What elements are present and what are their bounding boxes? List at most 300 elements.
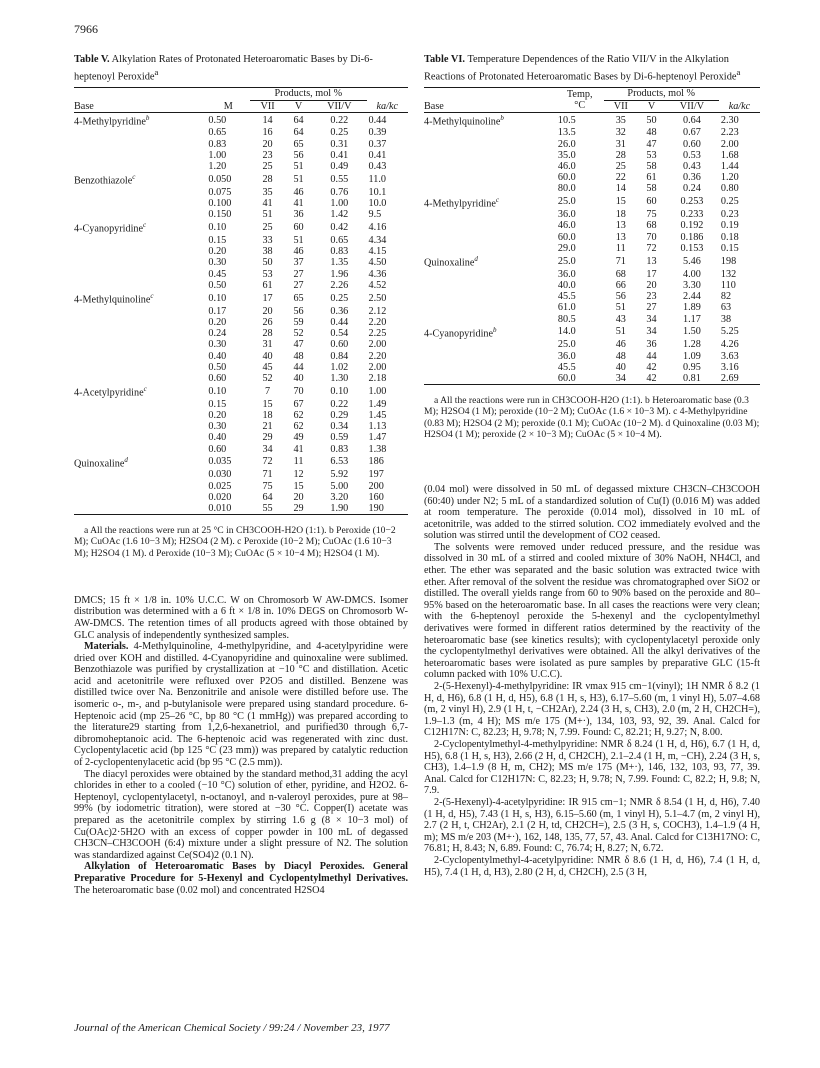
table-row (74, 291, 408, 306)
cell-ratio (665, 351, 719, 362)
table-row (424, 373, 760, 385)
cell-base-text: Quinoxaline (74, 458, 125, 470)
cell-v (285, 362, 312, 373)
table-row (74, 187, 408, 198)
cell-base (424, 302, 556, 313)
table-row (74, 373, 408, 384)
footnote-marker: c (150, 292, 154, 301)
cell-vii (250, 198, 285, 209)
cell-m (206, 328, 250, 339)
cell-m-text: 0.17 (208, 305, 227, 317)
cell-k (367, 339, 408, 350)
cell-m (206, 161, 250, 172)
cell-t-text: 46.0 (557, 220, 576, 232)
cell-k-text: 63 (720, 302, 732, 314)
cell-vii (250, 306, 285, 317)
table-row (74, 339, 408, 350)
cell-v-text: 49 (293, 432, 304, 444)
cell-vii-text: 7 (265, 385, 271, 397)
cell-vii-text: 52 (262, 372, 273, 384)
cell-ratio-text: 0.81 (683, 372, 701, 384)
cell-v (638, 362, 665, 373)
cell-ratio-text: 1.02 (330, 361, 349, 373)
cell-vii (604, 150, 638, 161)
cell-vii (604, 280, 638, 291)
cell-base (74, 139, 206, 150)
table-row (74, 399, 408, 410)
cell-ratio-text: 5.46 (683, 255, 701, 267)
cell-k (719, 183, 760, 194)
cell-v-text: 36 (293, 209, 304, 221)
table6-label: Table VI. (424, 54, 466, 65)
cell-ratio (312, 257, 366, 268)
cell-ratio (312, 432, 366, 443)
table-row (74, 112, 408, 127)
cell-vii (604, 195, 638, 210)
cell-ratio (665, 243, 719, 254)
cell-v (638, 209, 665, 220)
cell-vii (250, 339, 285, 350)
cell-v (638, 291, 665, 302)
cell-base (74, 503, 206, 515)
cell-v-text: 42 (646, 372, 657, 384)
cell-vii (250, 291, 285, 306)
cell-vii (250, 421, 285, 432)
cell-vii-text: 25 (262, 161, 273, 173)
cell-vii (250, 481, 285, 492)
cell-ratio-text: 3.30 (683, 279, 701, 291)
cell-vii (604, 325, 638, 340)
cell-vii-text: 35 (615, 114, 626, 126)
cell-base (424, 172, 556, 183)
cell-t (556, 302, 604, 313)
cell-t-text: 80.0 (557, 183, 576, 195)
cell-m-text: 1.00 (208, 149, 227, 161)
cell-v-text: 44 (646, 350, 657, 362)
cell-vii (604, 362, 638, 373)
cell-v-text: 20 (293, 491, 304, 503)
table-row (74, 384, 408, 399)
cell-ratio-text: 1.50 (683, 326, 701, 338)
cell-k (367, 351, 408, 362)
cell-m (206, 269, 250, 280)
table-row (74, 280, 408, 291)
cell-base (74, 246, 206, 257)
cell-vii-text: 15 (262, 398, 273, 410)
cell-k (367, 112, 408, 127)
cell-k (367, 172, 408, 187)
cell-v-text: 70 (646, 231, 657, 243)
cell-ratio-text: 0.10 (330, 385, 349, 397)
table-row (74, 421, 408, 432)
cell-vii-text: 53 (262, 268, 273, 280)
cell-vii-text: 26 (262, 316, 273, 328)
cell-ratio (665, 339, 719, 350)
section-heading-alkylation: Alkylation of Heteroaromatic Bases by Diacyl Peroxides. General Preparative Procedure for 5-Hexenyl and Cyclopentylmethyl Derivatives. (74, 861, 408, 884)
cell-k-text: 1.44 (720, 161, 739, 173)
cell-ratio-text: 4.00 (683, 268, 701, 280)
cell-v (285, 351, 312, 362)
cell-ratio-text: 0.42 (330, 222, 349, 234)
cell-vii-text: 14 (262, 114, 273, 126)
cell-ratio-text: 1.09 (683, 350, 701, 362)
cell-t (556, 280, 604, 291)
footnote-marker: b (145, 113, 150, 122)
cell-v-text: 47 (646, 138, 657, 150)
cell-base (74, 384, 206, 399)
cell-v (285, 339, 312, 350)
cell-ratio (665, 232, 719, 243)
cell-ratio-text: 2.26 (330, 279, 349, 291)
table5-header-ratio: VII/V (312, 100, 366, 112)
cell-t (556, 232, 604, 243)
cell-ratio-text: 0.44 (330, 316, 349, 328)
table-row (424, 280, 760, 291)
cell-k-text: 9.5 (368, 209, 382, 221)
cell-k (367, 246, 408, 257)
table-row (424, 339, 760, 350)
cell-v (638, 112, 665, 127)
table5-header-vii: VII (250, 100, 285, 112)
cell-t-text: 61.0 (557, 302, 576, 314)
cell-t (556, 373, 604, 385)
cell-ratio-text: 1.30 (330, 372, 349, 384)
cell-v-text: 52 (293, 328, 304, 340)
cell-vii-text: 16 (262, 127, 273, 139)
cell-base (74, 220, 206, 235)
cell-ratio (312, 246, 366, 257)
cell-ratio (665, 302, 719, 313)
cell-ratio (312, 198, 366, 209)
cell-v (638, 269, 665, 280)
cell-k (367, 220, 408, 235)
cell-k (719, 195, 760, 210)
cell-v-text: 50 (646, 114, 657, 126)
cell-v (285, 444, 312, 455)
cell-v (285, 269, 312, 280)
cell-t (556, 172, 604, 183)
cell-ratio (665, 172, 719, 183)
cell-t-text: 80.5 (557, 313, 576, 325)
cell-base (74, 328, 206, 339)
cell-vii (604, 232, 638, 243)
cell-v-text: 70 (293, 385, 304, 397)
table-row (74, 410, 408, 421)
cell-k-text: 2.69 (720, 372, 739, 384)
cell-v-text: 34 (646, 326, 657, 338)
cell-ratio (665, 183, 719, 194)
cell-ratio (312, 351, 366, 362)
cell-t-text: 14.0 (557, 326, 576, 338)
cell-v (638, 220, 665, 231)
cell-base (74, 187, 206, 198)
table5 (74, 87, 408, 515)
cell-k-text: 0.37 (368, 138, 387, 150)
cell-k-text: 1.45 (368, 409, 387, 421)
cell-m (206, 492, 250, 503)
cell-m (206, 139, 250, 150)
cell-t-text: 35.0 (557, 149, 576, 161)
cell-v (285, 421, 312, 432)
cell-v (638, 351, 665, 362)
cell-ratio (312, 481, 366, 492)
cell-base (424, 339, 556, 350)
cell-ratio-text: 0.76 (330, 186, 349, 198)
cell-ratio-text: 1.42 (330, 209, 349, 221)
cell-k (367, 384, 408, 399)
cell-m-text: 0.24 (208, 328, 227, 340)
cell-ratio-text: 0.192 (680, 220, 704, 232)
cell-m-text: 0.20 (208, 409, 227, 421)
cell-m (206, 317, 250, 328)
cell-ratio-text: 0.83 (330, 246, 349, 258)
cell-k-text: 190 (368, 502, 384, 514)
cell-v-text: 41 (293, 443, 304, 455)
table6-footnote: a All the reactions were run in CH3COOH-H2O (1:1). b Heteroaromatic base (0.3 M); H2SO4 (1 M); peroxide (10−2 M); CuOAc (1.6 × 10−3 M). c 4-Methylpyridine (0.83 M); H2SO4 (2 M); peroxide (0.1 M); CuOAc (10−2 M). d Quinoxaline (0.03 M); H2SO4 (1 M); peroxide (2 × 10−3 M); CuOAc (5 × 10−4 M). (424, 395, 760, 440)
table6-title: Temperature Dependences of the Ratio VII/V in the Alkylation Reactions of Protonated Heteroaromatic Bases by Di-6-heptenoyl Peroxide (424, 54, 737, 83)
cell-base-text: 4-Methylpyridine (74, 116, 146, 128)
cell-base (424, 351, 556, 362)
cell-k-text: 10.0 (368, 198, 387, 210)
footnote-marker: d (474, 255, 478, 264)
cell-v-text: 53 (646, 149, 657, 161)
cell-vii-text: 31 (262, 339, 273, 351)
cell-vii-text: 40 (615, 361, 626, 373)
footnote-marker: d (124, 455, 128, 464)
cell-m-text: 0.40 (208, 432, 227, 444)
cell-v-text: 58 (646, 183, 657, 195)
cell-vii-text: 13 (615, 231, 626, 243)
cell-t (556, 351, 604, 362)
cell-base (424, 195, 556, 210)
cell-vii-text: 51 (262, 209, 273, 221)
cell-t (556, 269, 604, 280)
cell-base (74, 291, 206, 306)
cell-k-text: 5.25 (720, 326, 739, 338)
cell-ratio (312, 503, 366, 515)
cell-vii-text: 55 (262, 502, 273, 514)
cell-vii-text: 17 (262, 292, 273, 304)
cell-k-text: 82 (720, 291, 732, 303)
cell-k (719, 362, 760, 373)
right-body-text (424, 484, 760, 878)
cell-vii (250, 492, 285, 503)
cell-vii (604, 112, 638, 127)
cell-k (719, 314, 760, 325)
cell-base (74, 172, 206, 187)
cell-m-text: 0.30 (208, 339, 227, 351)
cell-m (206, 455, 250, 470)
cell-v (638, 302, 665, 313)
cell-base (424, 291, 556, 302)
cell-m (206, 421, 250, 432)
cell-v (638, 280, 665, 291)
cell-vii (250, 187, 285, 198)
cell-vii (250, 455, 285, 470)
table-row (74, 317, 408, 328)
cell-t-text: 60.0 (557, 172, 576, 184)
cell-m-text: 0.150 (208, 209, 232, 221)
cell-v (285, 112, 312, 127)
cell-ratio (312, 373, 366, 384)
cell-k-text: 4.34 (368, 235, 387, 247)
cell-k (367, 432, 408, 443)
cell-k-text: 0.80 (720, 183, 739, 195)
cell-vii (250, 362, 285, 373)
cell-v (285, 280, 312, 291)
cell-m (206, 220, 250, 235)
cell-t-text: 10.5 (557, 114, 576, 126)
cell-base (74, 150, 206, 161)
cell-base (424, 127, 556, 138)
table-row (74, 444, 408, 455)
cell-v (285, 209, 312, 220)
cell-v (285, 432, 312, 443)
cell-ratio (665, 195, 719, 210)
cell-k (719, 254, 760, 269)
cell-ratio (665, 220, 719, 231)
cell-base (424, 112, 556, 127)
cell-k-text: 4.15 (368, 246, 387, 258)
cell-t (556, 161, 604, 172)
cell-t (556, 243, 604, 254)
cell-vii (604, 161, 638, 172)
table-row (74, 172, 408, 187)
cell-ratio (312, 317, 366, 328)
cell-base (74, 235, 206, 246)
cell-base (74, 269, 206, 280)
cell-base (424, 243, 556, 254)
cell-v-text: 41 (293, 198, 304, 210)
cell-base (424, 161, 556, 172)
cell-k-text: 0.39 (368, 127, 387, 139)
cell-vii-text: 40 (262, 350, 273, 362)
left-paragraph: DMCS; 15 ft × 1/8 in. 10% U.C.C. W on Chromosorb W AW-DMCS. Isomer distribution was determined with a 6 ft × 1/8 in. 10% DEGS on Chromosorb W-AW-DMCS. The retention times of all products agreed with those obtained by GLC analysis of independently synthesized samples. (74, 594, 408, 641)
cell-v-text: 51 (293, 173, 304, 185)
cell-base (74, 421, 206, 432)
cell-k-text: 2.23 (720, 127, 739, 139)
cell-base (74, 362, 206, 373)
cell-ratio-text: 1.96 (330, 268, 349, 280)
right-column (424, 54, 760, 878)
table-row (74, 328, 408, 339)
cell-m (206, 209, 250, 220)
cell-v-text: 60 (293, 222, 304, 234)
cell-ratio (312, 384, 366, 399)
cell-m-text: 0.30 (208, 421, 227, 433)
cell-m-text: 0.15 (208, 398, 227, 410)
cell-t-text: 13.5 (557, 127, 576, 139)
cell-vii-text: 50 (262, 257, 273, 269)
cell-m-text: 0.20 (208, 316, 227, 328)
cell-base (424, 254, 556, 269)
cell-vii-text: 11 (615, 242, 626, 254)
table6-header-v: V (638, 100, 665, 112)
cell-k (719, 373, 760, 385)
cell-m-text: 0.010 (208, 502, 232, 514)
cell-base (74, 351, 206, 362)
cell-k (367, 291, 408, 306)
cell-v (285, 220, 312, 235)
cell-k (367, 269, 408, 280)
cell-vii (250, 235, 285, 246)
cell-vii-text: 15 (615, 196, 626, 208)
cell-k-text: 197 (368, 469, 384, 481)
cell-ratio (312, 161, 366, 172)
cell-v (285, 187, 312, 198)
table-row (74, 503, 408, 515)
cell-ratio (312, 469, 366, 480)
table5-header-v: V (285, 100, 312, 112)
cell-m-text: 0.60 (208, 443, 227, 455)
cell-k-text: 2.12 (368, 305, 387, 317)
cell-m (206, 373, 250, 384)
table-row (424, 209, 760, 220)
cell-vii (604, 254, 638, 269)
cell-m (206, 127, 250, 138)
footnote-marker: b (493, 325, 497, 334)
cell-base (74, 339, 206, 350)
cell-vii (250, 399, 285, 410)
cell-vii (250, 139, 285, 150)
cell-ratio (312, 187, 366, 198)
cell-t-text: 60.0 (557, 372, 576, 384)
cell-t (556, 112, 604, 127)
cell-base (74, 198, 206, 209)
cell-ratio (312, 172, 366, 187)
cell-ratio (665, 112, 719, 127)
table-row (424, 112, 760, 127)
cell-m-text: 0.075 (208, 186, 232, 198)
cell-m-text: 0.83 (208, 138, 227, 150)
cell-ratio-text: 0.186 (680, 231, 704, 243)
cell-vii (250, 351, 285, 362)
cell-vii (250, 384, 285, 399)
cell-v-text: 27 (293, 268, 304, 280)
right-paragraph: 2-Cyclopentylmethyl-4-acetylpyridine: NMR δ 8.6 (1 H, d, H6), 7.4 (1 H, d, H5), 7.4 (1 H, d, H3), 2.80 (2 H, d, CH2CH), 2.5 (3 H, (424, 854, 760, 878)
cell-k (719, 112, 760, 127)
cell-t (556, 183, 604, 194)
cell-t-text: 40.0 (557, 279, 576, 291)
cell-ratio-text: 0.64 (683, 114, 701, 126)
left-body-text (74, 595, 408, 896)
cell-m-text: 0.100 (208, 198, 232, 210)
cell-ratio-text: 5.92 (330, 469, 349, 481)
cell-vii (250, 280, 285, 291)
cell-v-text: 40 (293, 372, 304, 384)
cell-vii-text: 18 (615, 209, 626, 221)
cell-base (74, 399, 206, 410)
cell-ratio (312, 150, 366, 161)
cell-ratio-text: 0.22 (330, 398, 349, 410)
cell-k (367, 421, 408, 432)
table-row (424, 195, 760, 210)
table6-header-base: Base (424, 88, 556, 112)
table6-header-kakc: ka/kc (719, 88, 760, 112)
cell-v (285, 257, 312, 268)
cell-k (367, 150, 408, 161)
cell-m (206, 306, 250, 317)
cell-vii (604, 269, 638, 280)
cell-v-text: 42 (646, 361, 657, 373)
cell-v (285, 235, 312, 246)
table-row (74, 455, 408, 470)
cell-k-text: 1.47 (368, 432, 387, 444)
cell-k-text: 0.18 (720, 231, 739, 243)
cell-t-text: 29.0 (557, 242, 576, 254)
cell-k-text: 0.25 (720, 196, 739, 208)
cell-k-text: 38 (720, 313, 732, 325)
